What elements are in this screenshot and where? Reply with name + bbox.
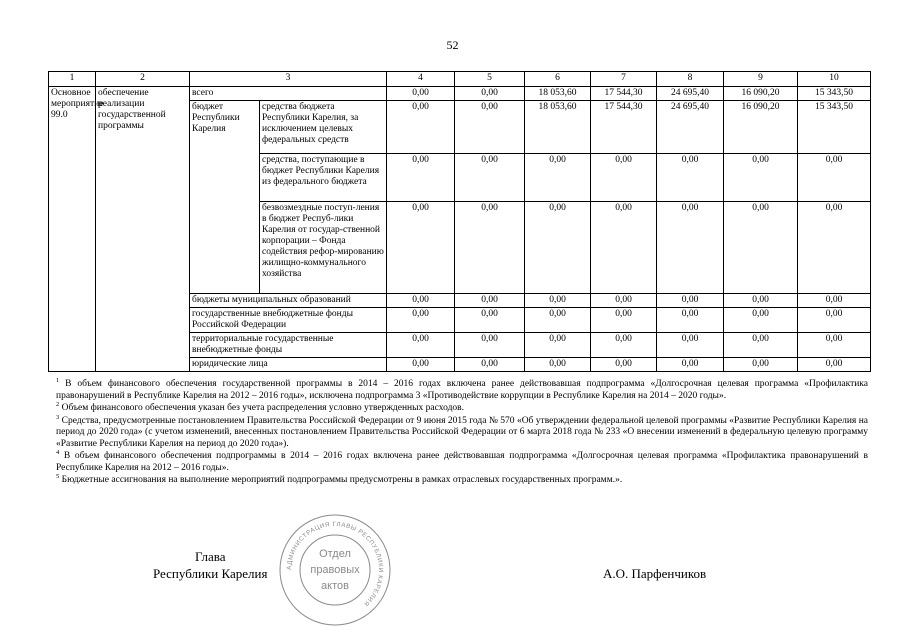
footnote-mark: 2	[56, 400, 60, 408]
value-cell: 0,00	[387, 333, 455, 358]
table-row	[49, 87, 871, 101]
source-label: средства бюджета Республики Карелия, за исключением целевых федеральных средств	[260, 101, 387, 154]
value-cell: 0,00	[387, 308, 455, 333]
value-cell: 0,00	[525, 333, 591, 358]
value-cell: 0,00	[387, 358, 455, 372]
footnote-text: Бюджетные ассигнования на выполнение мероприятий подпрограммы предусмотрены в рамках отраслевых государственных программ.».	[59, 475, 623, 485]
financing-table	[48, 71, 871, 372]
value-cell: 15 343,50	[798, 87, 871, 101]
value-cell: 24 695,40	[657, 87, 724, 101]
footnote	[56, 472, 868, 487]
column-header: 10	[798, 72, 871, 87]
value-cell: 0,00	[387, 87, 455, 101]
value-cell: 0,00	[455, 87, 525, 101]
source-label: территориальные государственные внебюджетные фонды	[190, 333, 387, 358]
source-label: государственные внебюджетные фонды Российской Федерации	[190, 308, 387, 333]
value-cell: 0,00	[525, 308, 591, 333]
value-cell: 0,00	[455, 333, 525, 358]
value-cell: 0,00	[724, 202, 798, 294]
value-cell: 15 343,50	[798, 101, 871, 154]
value-cell: 0,00	[657, 333, 724, 358]
value-cell: 0,00	[591, 358, 657, 372]
footnote	[56, 448, 868, 474]
value-cell: 0,00	[525, 202, 591, 294]
value-cell: 0,00	[724, 154, 798, 202]
footnote-mark: 4	[56, 448, 60, 456]
value-cell: 0,00	[525, 294, 591, 308]
value-cell: 0,00	[387, 202, 455, 294]
value-cell: 18 053,60	[525, 101, 591, 154]
value-cell: 0,00	[724, 333, 798, 358]
footnote-text: Объем финансового обеспечения указан без учета распределения условно утвержденных расходов.	[59, 403, 465, 413]
value-cell: 0,00	[798, 294, 871, 308]
footnote	[56, 413, 868, 451]
value-cell: 0,00	[798, 202, 871, 294]
value-cell: 0,00	[657, 202, 724, 294]
footnote-mark: 5	[56, 472, 60, 480]
value-cell: 0,00	[657, 294, 724, 308]
stamp-line: актов	[321, 580, 349, 592]
value-cell: 0,00	[525, 358, 591, 372]
column-header: 2	[96, 72, 190, 87]
value-cell: 0,00	[387, 294, 455, 308]
footnote-text: В объем финансового обеспечения государственной программы в 2014 – 2016 годах включена ранее действовавшая подпрограмма «Долгосрочная целевая программа «Профилактика правонарушений в Республике Карелия на 2012 – 2016 годы», исключена подпрограмма 3 «Противодействие коррупции в Республике Карелия на 2014 – 2020 годы».	[56, 379, 868, 401]
value-cell: 0,00	[387, 154, 455, 202]
value-cell: 0,00	[591, 294, 657, 308]
footnote	[56, 376, 868, 402]
value-cell: 17 544,30	[591, 101, 657, 154]
column-header: 4	[387, 72, 455, 87]
value-cell: 16 090,20	[724, 101, 798, 154]
value-cell: 24 695,40	[657, 101, 724, 154]
value-cell: 0,00	[657, 154, 724, 202]
value-cell: 0,00	[455, 308, 525, 333]
footnote-mark: 3	[56, 413, 60, 421]
value-cell: 0,00	[798, 308, 871, 333]
value-cell: 0,00	[591, 202, 657, 294]
footnote-mark: 1	[56, 376, 60, 384]
source-label: всего	[190, 87, 387, 101]
value-cell: 0,00	[724, 358, 798, 372]
column-header: 8	[657, 72, 724, 87]
signature-republic: Республики Карелия	[153, 566, 268, 581]
source-label: бюджеты муниципальных образований	[190, 294, 387, 308]
value-cell: 0,00	[724, 308, 798, 333]
column-header: 7	[591, 72, 657, 87]
stamp-ring-text-path: АДМИНИСТРАЦИЯ ГЛАВЫ РЕСПУБЛИКИ КАРЕЛИЯ	[285, 520, 385, 608]
source-label: безвозмездные поступ-ления в бюджет Респуб-лики Карелия от государ-ственной корпорации – Фонда содействия рефор-мированию жилищно-коммунального хозяйства	[260, 202, 387, 294]
value-cell: 0,00	[798, 333, 871, 358]
page-number: 52	[446, 38, 459, 52]
value-cell: 18 053,60	[525, 87, 591, 101]
value-cell: 16 090,20	[724, 87, 798, 101]
column-header: 9	[724, 72, 798, 87]
value-cell: 0,00	[455, 294, 525, 308]
stamp-line: правовых	[310, 564, 360, 576]
official-stamp	[278, 513, 392, 627]
signature-title: Глава	[195, 549, 226, 564]
footnote-text: Средства, предусмотренные постановлением Правительства Российской Федерации от 9 июня 2015 года № 570 «Об утверждении федеральной целевой программы «Развитие Республики Карелия на период до 2020 года» (с учетом изменений, внесенных постановлением Правительства Российской Федерации от 6 марта 2018 года № 233 «О внесении изменений в федеральную целевую программу «Развитие Республики Карелия на период до 2020 года»).	[56, 415, 868, 449]
column-header: 3	[190, 72, 387, 87]
value-cell: 0,00	[455, 358, 525, 372]
table-header-row	[49, 72, 871, 87]
footnote-text: В объем финансового обеспечения подпрограммы в 2014 – 2016 годах включена ранее действовавшая подпрограмма «Долгосрочная целевая программа «Профилактика правонарушений в Республике Карелия на 2012 – 2016 годы».	[56, 451, 868, 473]
purpose-cell: обеспечение реализации государственной программы	[96, 87, 190, 372]
value-cell: 0,00	[455, 154, 525, 202]
value-cell: 0,00	[724, 294, 798, 308]
stamp-line: Отдел	[319, 548, 351, 560]
signatory-name: А.О. Парфенчиков	[603, 566, 707, 581]
value-cell: 0,00	[798, 154, 871, 202]
value-cell: 0,00	[591, 308, 657, 333]
column-header: 6	[525, 72, 591, 87]
value-cell: 0,00	[455, 101, 525, 154]
value-cell: 0,00	[591, 154, 657, 202]
value-cell: 0,00	[657, 308, 724, 333]
column-header: 1	[49, 72, 96, 87]
source-label: юридические лица	[190, 358, 387, 372]
budget-group-label: бюджет Республики Карелия	[190, 101, 260, 294]
value-cell: 17 544,30	[591, 87, 657, 101]
value-cell: 0,00	[798, 358, 871, 372]
value-cell: 0,00	[455, 202, 525, 294]
value-cell: 0,00	[657, 358, 724, 372]
column-header: 5	[455, 72, 525, 87]
value-cell: 0,00	[591, 333, 657, 358]
value-cell: 0,00	[525, 154, 591, 202]
value-cell: 0,00	[387, 101, 455, 154]
source-label: средства, поступающие в бюджет Республики Карелия из федерального бюджета	[260, 154, 387, 202]
footnotes	[56, 376, 868, 488]
measure-cell: Основное мероприятие 99.0	[49, 87, 96, 372]
footnote	[56, 400, 868, 415]
